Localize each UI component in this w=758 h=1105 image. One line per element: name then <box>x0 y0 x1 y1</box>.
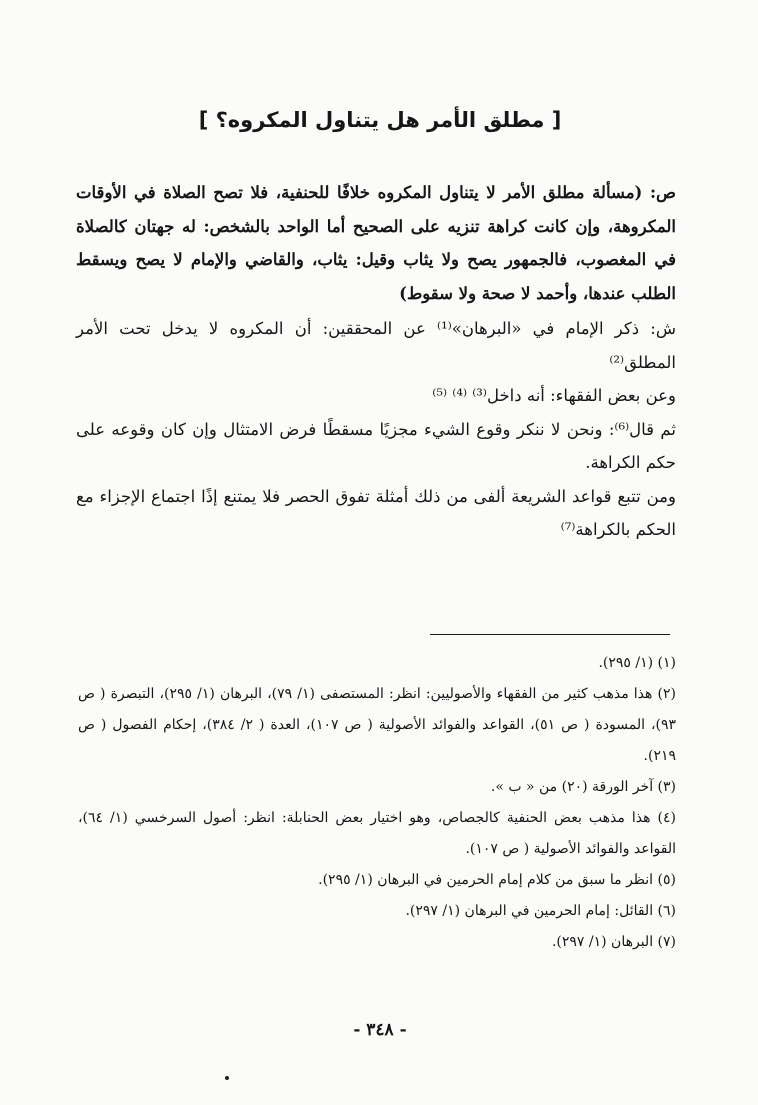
sharh-paragraph-4: ومن تتبع قواعد الشريعة ألفى من ذلك أمثلة تفوق الحصر فلا يمتنع إذًا اجتماع الإجزاء مع الحكم بالكراهة⁽⁷⁾ <box>76 486 676 539</box>
print-speck <box>225 1076 229 1080</box>
footnote-separator <box>430 634 670 635</box>
section-title: [ مطلق الأمر هل يتناول المكروه؟ ] <box>198 108 562 132</box>
footnote-4: (٤) هذا مذهب بعض الحنفية كالجصاص، وهو اختيار بعض الحنابلة: انظر: أصول السرخسي (١/ ٦٤)، القواعد والفوائد الأصولية ( ص ١٠٧). <box>78 810 676 857</box>
footnote-1: (١) (١/ ٢٩٥). <box>598 655 676 671</box>
footnote-6: (٦) القائل: إمام الحرمين في البرهان (١/ ٢٩٧). <box>405 903 676 919</box>
footnote-5: (٥) انظر ما سبق من كلام إمام الحرمين في البرهان (١/ ٢٩٥). <box>318 872 676 888</box>
matn-paragraph: ص: (مسألة مطلق الأمر لا يتناول المكروه خلافًا للحنفية، فلا تصح الصلاة في الأوقات المكروهة، وإن كانت كراهة تنزيه على الصحيح أما الواحد بالشخص: له جهتان كالصلاة في المغصوب، فالجمهور يصح ولا يثاب وقيل: يثاب، والقاضي والإمام لا يصح ويسقط الطلب عندها، وأحمد لا صحة ولا سقوط) <box>76 183 676 303</box>
footnote-7: (٧) البرهان (١/ ٢٩٧). <box>551 934 676 950</box>
footnote-2: (٢) هذا مذهب كثير من الفقهاء والأصوليين: انظر: المستصفى (١/ ٧٩)، البرهان (١/ ٢٩٥)، التبصرة ( ص ٩٣)، المسودة ( ص ٥١)، القواعد والفوائد الأصولية ( ص ١٠٧)، العدة ( ٢/ ٣٨٤)، إحكام الفصول ( ص ٢١٩). <box>78 686 676 764</box>
page-number: - ٣٤٨ - <box>353 1020 407 1040</box>
sharh-paragraph-2: وعن بعض الفقهاء: أنه داخل⁽³⁾ ⁽⁴⁾ ⁽⁵⁾ <box>432 386 676 405</box>
footnotes <box>78 648 676 958</box>
sharh-paragraph-1: ش: ذكر الإمام في «البرهان»⁽¹⁾ عن المحققين: أن المكروه لا يدخل تحت الأمر المطلق⁽²⁾ <box>76 319 676 372</box>
footnote-3: (٣) آخر الورقة (٢٠) من « ب ». <box>490 779 676 795</box>
sharh-paragraph-3: ثم قال⁽⁶⁾: ونحن لا ننكر وقوع الشيء مجزيًا مسقطًا فرض الامتثال وإن كان وقوعه على حكم الكراهة. <box>76 419 676 472</box>
main-text <box>76 176 676 547</box>
